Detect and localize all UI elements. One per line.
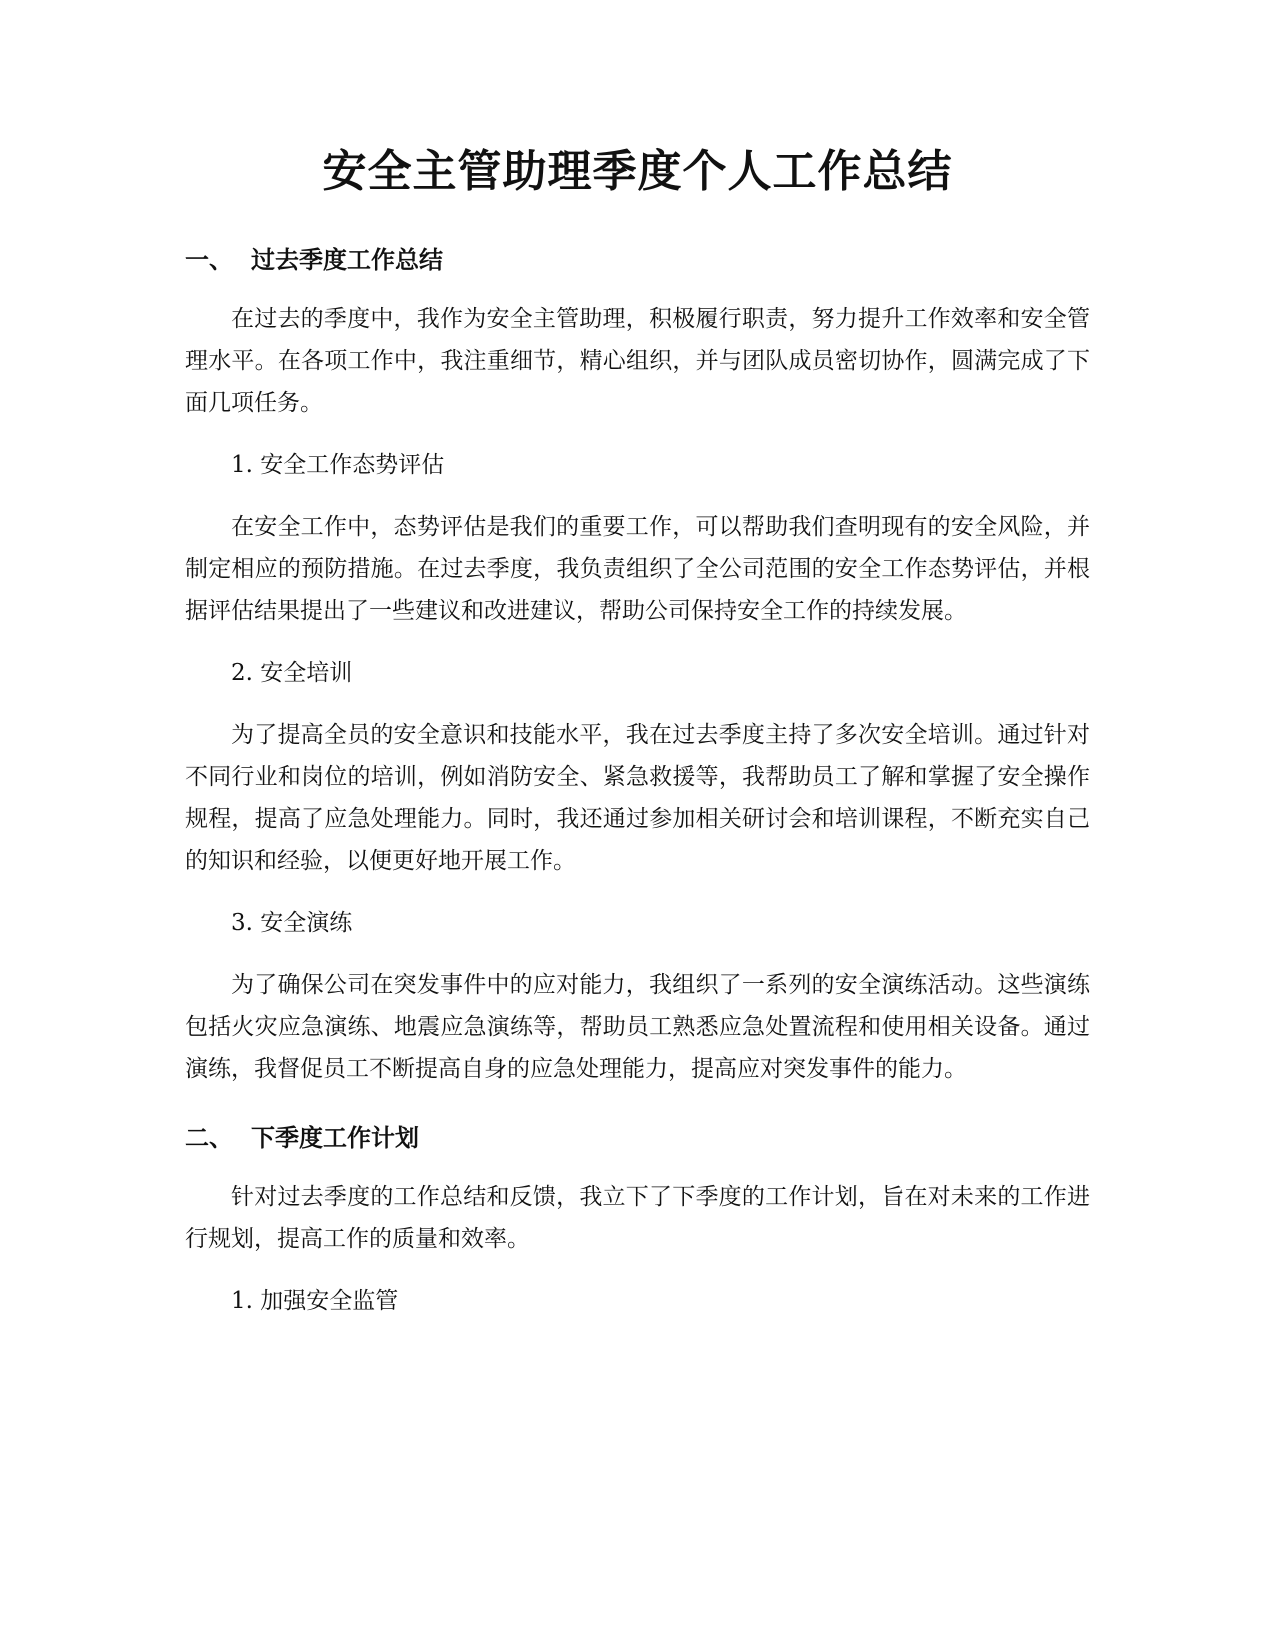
item-heading-safety-drill: 3. 安全演练 bbox=[231, 910, 353, 936]
item-heading-safety-training: 2. 安全培训 bbox=[231, 660, 353, 686]
section-heading-2 bbox=[185, 1120, 1090, 1156]
section-title: 过去季度工作总结 bbox=[251, 246, 443, 274]
item-heading-safety-assessment: 1. 安全工作态势评估 bbox=[231, 452, 445, 478]
section-number: 一、 bbox=[185, 246, 233, 274]
section-heading-1 bbox=[185, 242, 1090, 278]
item-paragraph-safety-drill: 为了确保公司在突发事件中的应对能力，我组织了一系列的安全演练活动。这些演练包括火灾应急演练、地震应急演练等，帮助员工熟悉应急处置流程和使用相关设备。通过演练，我督促员工不断提高自身的应急处理能力，提高应对突发事件的能力。 bbox=[185, 972, 1090, 1082]
section-intro-paragraph: 针对过去季度的工作总结和反馈，我立下了下季度的工作计划，旨在对未来的工作进行规划，提高工作的质量和效率。 bbox=[185, 1184, 1090, 1252]
section-title: 下季度工作计划 bbox=[251, 1124, 419, 1152]
section-intro-paragraph: 在过去的季度中，我作为安全主管助理，积极履行职责，努力提升工作效率和安全管理水平。在各项工作中，我注重细节，精心组织，并与团队成员密切协作，圆满完成了下面几项任务。 bbox=[185, 306, 1090, 416]
document-title: 安全主管助理季度个人工作总结 bbox=[322, 146, 953, 197]
item-heading-strengthen-supervision: 1. 加强安全监管 bbox=[231, 1288, 399, 1314]
item-paragraph-safety-assessment: 在安全工作中，态势评估是我们的重要工作，可以帮助我们查明现有的安全风险，并制定相应的预防措施。在过去季度，我负责组织了全公司范围的安全工作态势评估，并根据评估结果提出了一些建议和改进建议，帮助公司保持安全工作的持续发展。 bbox=[185, 514, 1090, 624]
item-paragraph-safety-training: 为了提高全员的安全意识和技能水平，我在过去季度主持了多次安全培训。通过针对不同行业和岗位的培训，例如消防安全、紧急救援等，我帮助员工了解和掌握了安全操作规程，提高了应急处理能力。同时，我还通过参加相关研讨会和培训课程，不断充实自己的知识和经验，以便更好地开展工作。 bbox=[185, 722, 1090, 874]
document-body bbox=[185, 140, 1090, 1342]
section-number: 二、 bbox=[185, 1124, 233, 1152]
